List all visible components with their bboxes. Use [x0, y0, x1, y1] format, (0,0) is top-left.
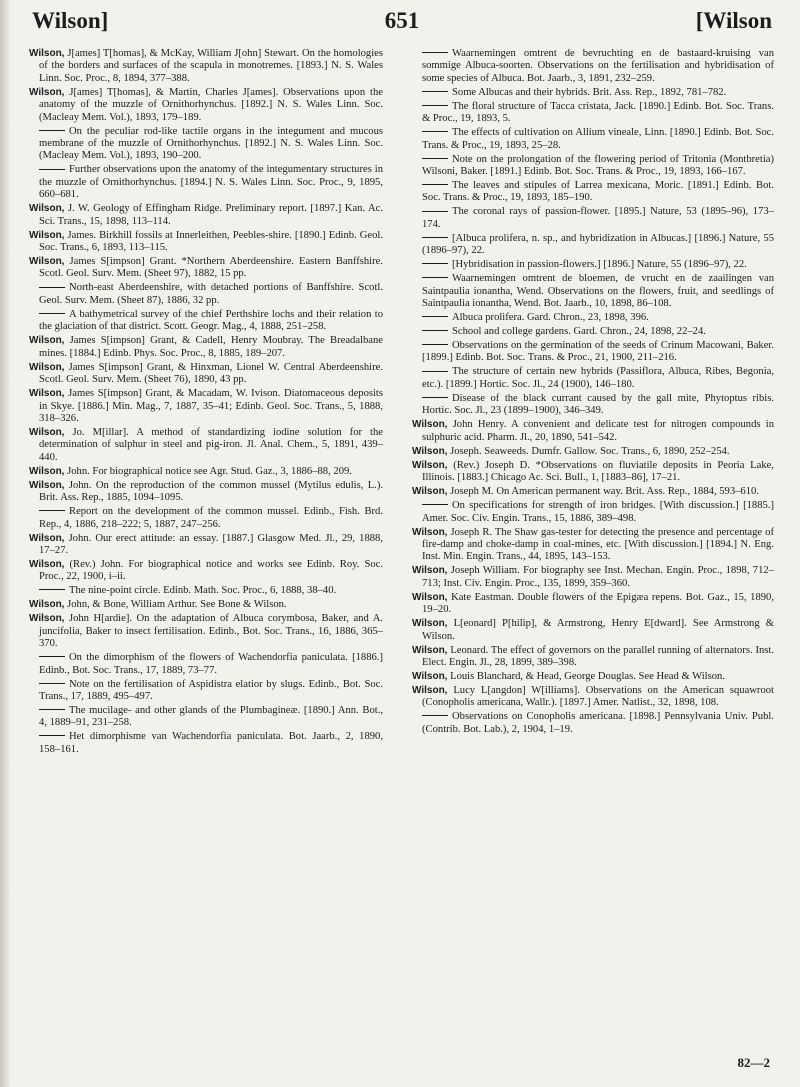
ditto-dash [422, 105, 448, 106]
entry-text: Note on the prolongation of the flowering period of Tritonia (Montbretia) Wilsoni, Baker. [1891.] Edinb. Bot. Soc. Trans. & Proc., 19, 1893, 166–167. [422, 153, 774, 178]
bibliography-entry [412, 233, 774, 258]
bibliography-entry [412, 180, 774, 205]
bibliography-entry [29, 164, 383, 201]
entry-text: Waarnemingen omtrent de bloemen, de vrucht en de zaailingen van Saintpaulia ionantha, Wend. Observations on the flowers, fruit, and seedlings of Saintpaulia ionantha, Wend. Bot. Jaarb., 10, 1898, 86–108. [422, 273, 774, 310]
author-surname: Wilson, [412, 618, 448, 630]
bibliography-entry [412, 87, 774, 99]
entry-text: The nine-point circle. Edinb. Math. Soc. Proc., 6, 1888, 38–40. [69, 585, 337, 597]
author-surname: Wilson, [412, 459, 448, 471]
author-surname: Wilson, [412, 486, 448, 498]
ditto-dash [39, 169, 65, 170]
bibliography-entry [29, 126, 383, 163]
ditto-dash [422, 344, 448, 345]
entry-text: John, & Bone, William Arthur. See Bone & Wilson. [64, 599, 287, 611]
entry-text: John. On the reproduction of the common mussel (Mytilus edulis, L.). Brit. Ass. Rep., 1885, 1094–1095. [39, 479, 383, 504]
ditto-dash [422, 371, 448, 372]
ditto-dash [422, 504, 448, 505]
bibliography-entry [29, 652, 383, 677]
entry-text: J. W. Geology of Effingham Ridge. Preliminary report. [1897.] Kan. Ac. Sci. Trans., 15, 1898, 113–114. [39, 203, 383, 227]
author-surname: Wilson, [29, 388, 65, 400]
entry-text: John H[ardie]. On the adaptation of Albuca corymbosa, Baker, and A. juncifolia, Baker to insect fertilisation. Edinb., Bot. Soc. Trans., 16, 1886, 365–370. [39, 613, 383, 650]
bibliography-entry [412, 618, 774, 643]
bibliography-entry [29, 362, 383, 387]
bibliography-entry [412, 259, 774, 271]
page-number: 651 [384, 8, 420, 33]
entry-text: School and college gardens. Gard. Chron., 24, 1898, 22–24. [452, 326, 706, 338]
ditto-dash [422, 715, 448, 716]
ditto-dash [422, 316, 448, 317]
entry-text: (Rev.) John. For biographical notice and works see Edinb. Roy. Soc. Proc., 22, 1900, i–ii. [39, 558, 383, 583]
entry-text: Joseph William. For biography see Inst. Mechan. Engin. Proc., 1898, 712–713; Inst. Civ. Engin. Proc., 135, 1899, 359–360. [422, 565, 774, 589]
signature-mark: 82—2 [737, 1055, 770, 1070]
ditto-dash [39, 313, 65, 314]
ditto-dash [422, 91, 448, 92]
author-surname: Wilson, [412, 684, 448, 696]
author-surname: Wilson, [412, 565, 448, 577]
entry-text: Louis Blanchard, & Head, George Douglas. See Head & Wilson. [447, 670, 725, 682]
ditto-dash [422, 211, 448, 212]
ditto-dash [39, 683, 65, 684]
entry-text: [Albuca prolifera, n. sp., and hybridization in Albucas.] [1896.] Nature, 55 (1896–97), 22. [422, 232, 774, 257]
author-surname: Wilson, [29, 465, 65, 477]
right-column [412, 48, 774, 738]
bibliography-entry [29, 427, 383, 464]
bibliography-entry [412, 101, 774, 126]
bibliography-entry [412, 645, 774, 670]
entry-text: James S[impson] Grant. *Northern Aberdeenshire. Eastern Banffshire. Scotl. Geol. Surv. Mem. (Sheet 97), 1882, 15 pp. [39, 256, 383, 280]
entry-text: (Rev.) Joseph D. *Observations on fluviatile deposits in Peoria Lake, Illinois. [1883.] Chicago Ac. Sci. Bull., 1, [1883–86], 17–21. [422, 459, 774, 484]
ditto-dash [422, 277, 448, 278]
bibliography-entry [412, 711, 774, 736]
entry-text: Albuca prolifera. Gard. Chron., 23, 1898, 396. [452, 312, 649, 324]
entry-text: Joseph R. The Shaw gas-tester for detecting the presence and percentage of fire-damp and choke-damp in coal-mines, etc. [With discussion.] [1894.] N. Eng. Inst. Min. Engin. Trans., 44, 1895, 143–153. [422, 526, 774, 563]
author-surname: Wilson, [29, 426, 65, 438]
author-surname: Wilson, [29, 479, 65, 491]
ditto-dash [39, 510, 65, 511]
bibliography-entry [412, 273, 774, 310]
entry-text: Report on the development of the common mussel. Edinb., Fish. Brd. Rep., 4, 1886, 218–222; 5, 1887, 247–256. [39, 506, 383, 530]
left-column [29, 48, 383, 758]
bibliography-entry [412, 419, 774, 444]
bibliography-entry [29, 679, 383, 704]
entry-text: Lucy L[angdon] W[illiams]. Observations on the American squawroot (Conopholis americana, Wallr.). [1897.] Amer. Natlist., 32, 1898, 108. [422, 684, 774, 709]
ditto-dash [39, 589, 65, 590]
bibliography-entry [412, 48, 774, 85]
bibliography-entry [412, 671, 774, 683]
bibliography-entry [29, 466, 383, 478]
bibliography-entry [412, 326, 774, 338]
entry-text: The floral structure of Tacca cristata, Jack. [1890.] Edinb. Bot. Soc. Trans. & Proc., 19, 1893, 5. [422, 100, 774, 125]
bibliography-entry [412, 500, 774, 525]
bibliography-entry [412, 366, 774, 391]
entry-text: Further observations upon the anatomy of the integumentary structures in the muzzle of Ornithorhynchus. [1894.] N. S. Wales Linn. Soc. Proc., 9, 1895, 660–681. [39, 164, 383, 201]
ditto-dash [422, 237, 448, 238]
bibliography-entry [412, 127, 774, 152]
ditto-dash [39, 709, 65, 710]
bibliography-entry [412, 206, 774, 231]
ditto-dash [422, 158, 448, 159]
ditto-dash [422, 184, 448, 185]
author-surname: Wilson, [29, 256, 65, 268]
bibliography-entry [29, 585, 383, 597]
entry-text: James S[impson] Grant, & Hinxman, Lionel W. Central Aberdeenshire. Scotl. Geol. Surv. Mem. (Sheet 76), 1890, 43 pp. [39, 361, 383, 386]
author-surname: Wilson, [29, 558, 65, 570]
bibliography-entry [29, 388, 383, 425]
bibliography-entry [29, 256, 383, 281]
bibliography-entry [412, 312, 774, 324]
entry-text: Jo. M[illar]. A method of standardizing iodine solution for the determination of sulphur in steel and pig-iron. Jl. Anal. Chem., 5, 1891, 439–440. [39, 426, 383, 463]
bibliography-entry [412, 592, 774, 617]
ditto-dash [39, 287, 65, 288]
bibliography-entry [412, 460, 774, 485]
author-surname: Wilson, [412, 526, 448, 538]
ditto-dash [39, 735, 65, 736]
bibliography-entry [29, 480, 383, 505]
author-surname: Wilson, [412, 419, 448, 431]
bibliography-entry [412, 446, 774, 458]
author-surname: Wilson, [412, 670, 448, 682]
ditto-dash [422, 131, 448, 132]
entry-text: L[eonard] P[hilip], & Armstrong, Henry E[dward]. See Armstrong & Wilson. [422, 618, 774, 642]
bibliography-entry [412, 340, 774, 365]
entry-text: The leaves and stipules of Larrea mexicana, Moric. [1891.] Edinb. Bot. Soc. Trans. & Proc., 19, 1893, 185–190. [422, 180, 774, 204]
author-surname: Wilson, [29, 48, 65, 59]
bibliography-entry [29, 282, 383, 307]
bibliography-entry [29, 203, 383, 228]
entry-text: The coronal rays of passion-flower. [1895.] Nature, 53 (1895–96), 173–174. [422, 206, 774, 230]
bibliography-entry [29, 731, 383, 756]
entry-text: The effects of cultivation on Allium vineale, Linn. [1890.] Edinb. Bot. Soc. Trans. & Proc., 19, 1893, 25–28. [422, 127, 774, 151]
running-header [32, 8, 772, 38]
ditto-dash [422, 397, 448, 398]
bibliography-entry [412, 154, 774, 179]
bibliography-entry [29, 48, 383, 85]
author-surname: Wilson, [412, 445, 448, 457]
bibliography-entry [412, 486, 774, 498]
author-surname: Wilson, [29, 613, 65, 625]
entry-text: Disease of the black currant caused by the gall mite, Phytoptus ribis. Hortic. Soc. Jl., 23 (1899–1900), 346–349. [422, 392, 774, 417]
bibliography-entry [412, 565, 774, 590]
entry-text: The structure of certain new hybrids (Passiflora, Albuca, Ribes, Begonia, etc.). [1899.] Hortic. Soc. Jl., 24 (1900), 146–180. [422, 366, 774, 390]
bibliography-entry [29, 309, 383, 334]
book-spine-shadow [0, 0, 10, 1087]
author-surname: Wilson, [29, 532, 65, 544]
bibliography-entry [29, 335, 383, 360]
entry-text: James. Birkhill fossils at Innerleithen, Peebles-shire. [1890.] Edinb. Geol. Soc. Trans., 6, 1893, 113–115. [39, 229, 383, 254]
bibliography-entry [412, 685, 774, 710]
entry-text: [Hybridisation in passion-flowers.] [1896.] Nature, 55 (1896–97), 22. [452, 259, 747, 271]
ditto-dash [422, 52, 448, 53]
author-surname: Wilson, [29, 599, 65, 611]
entry-text: James S[impson] Grant, & Macadam, W. Ivison. Diatomaceous deposits in Skye. [1886.] Min. Mag., 7, 1887, 35–41; Edinb. Geol. Soc. Trans., 5, 1888, 318–326. [39, 388, 383, 424]
entry-text: J[ames] T[homas], & Martin, Charles J[ames]. Observations upon the anatomy of the muzzle of Ornithorhynchus. [1892.] N. S. Wales Linn. Soc. (Macleay Mem. Vol.), 1893, 179–189. [39, 86, 383, 123]
entry-text: Joseph M. On American permanent way. Brit. Ass. Rep., 1884, 593–610. [447, 486, 759, 498]
entry-text: North-east Aberdeenshire, with detached portions of Banffshire. Scotl. Geol. Surv. Mem. (Sheet 87), 1886, 32 pp. [39, 282, 383, 306]
author-surname: Wilson, [29, 361, 65, 373]
author-surname: Wilson, [29, 86, 65, 98]
bibliography-entry [29, 559, 383, 584]
bibliography-entry [29, 87, 383, 124]
entry-text: J[ames] T[homas], & McKay, William J[ohn] Stewart. On the homologies of the borders and surfaces of the scapula in monotremes. [1893.] N. S. Wales Linn. Soc. Proc., 8, 1894, 377–388. [39, 48, 383, 84]
entry-text: Kate Eastman. Double flowers of the Epigæa repens. Bot. Gaz., 15, 1890, 19–20. [422, 591, 774, 616]
entry-text: Observations on the germination of the seeds of Crinum Macowani, Baker. [1899.] Edinb. Bot. Soc. Trans. & Proc., 21, 1900, 211–216. [422, 340, 774, 364]
author-surname: Wilson, [29, 335, 65, 347]
entry-text: On the peculiar rod-like tactile organs in the integument and mucous membrane of the muzzle of Ornithorhynchus. [1892.] N. S. Wales Linn. Soc. (Macleay Mem. Vol.), 1893, 190–200. [39, 125, 383, 162]
bibliography-entry [29, 533, 383, 558]
entry-text: Joseph. Seaweeds. Dumfr. Gallow. Soc. Trans., 6, 1890, 252–254. [447, 445, 730, 457]
entry-text: Observations on Conopholis americana. [1898.] Pennsylvania Univ. Publ. (Contrib. Bot. Lab.), 2, 1904, 1–19. [422, 711, 774, 735]
entry-text: John. Our erect attitude: an essay. [1887.] Glasgow Med. Jl., 29, 1888, 17–27. [39, 532, 383, 556]
entry-text: Some Albucas and their hybrids. Brit. Ass. Rep., 1892, 781–782. [452, 86, 727, 98]
bibliography-entry [412, 393, 774, 418]
entry-text: A bathymetrical survey of the chief Perthshire lochs and their relation to the glaciation of that district. Scott. Geogr. Mag., 4, 1888, 251–258. [39, 308, 383, 333]
bibliography-entry [29, 599, 383, 611]
entry-text: On specifications for strength of iron bridges. [With discussion.] [1885.] Amer. Soc. Civ. Engin. Trans., 15, 1886, 389–498. [422, 500, 774, 524]
entry-text: Waarnemingen omtrent de bevruchting en de bastaard-kruising van sommige Albuca-soorten. Observations on the fertilisation and hybridisation of some species of Albuca. Bot. Jaarb., 3, 1891, 232–259. [422, 48, 774, 84]
ditto-dash [39, 656, 65, 657]
header-left-word: Wilson] [32, 8, 109, 33]
ditto-dash [39, 130, 65, 131]
entry-text: John. For biographical notice see Agr. Stud. Gaz., 3, 1886–88, 209. [64, 465, 352, 477]
bibliography-entry [29, 613, 383, 650]
entry-text: James S[impson] Grant, & Cadell, Henry Moubray. The Breadalbane mines. [1884.] Edinb. Phys. Soc. Proc., 8, 1885, 189–207. [39, 335, 383, 359]
bibliography-entry [29, 230, 383, 255]
author-surname: Wilson, [29, 229, 65, 241]
entry-text: Note on the fertilisation of Aspidistra elatior by slugs. Edinb., Bot. Soc. Trans., 17, 1889, 495–497. [39, 678, 383, 702]
ditto-dash [422, 330, 448, 331]
author-surname: Wilson, [29, 203, 65, 215]
entry-text: Het dimorphisme van Wachendorfia paniculata. Bot. Jaarb., 2, 1890, 158–161. [39, 731, 383, 755]
entry-text: John Henry. A convenient and delicate test for nitrogen compounds in sulphuric acid. Pharm. Jl., 20, 1890, 541–542. [422, 419, 774, 443]
author-surname: Wilson, [412, 644, 448, 656]
author-surname: Wilson, [412, 591, 448, 603]
bibliography-entry [29, 705, 383, 730]
header-right-word: [Wilson [695, 8, 772, 33]
bibliography-entry [412, 527, 774, 564]
entry-text: The mucilage- and other glands of the Plumbagineæ. [1890.] Ann. Bot., 4, 1889–91, 231–258. [39, 704, 383, 729]
ditto-dash [422, 263, 448, 264]
entry-text: Leonard. The effect of governors on the parallel running of alternators. Inst. Elect. Engin. Jl., 28, 1899, 389–398. [422, 644, 774, 668]
bibliography-entry [29, 506, 383, 531]
entry-text: On the dimorphism of the flowers of Wachendorfia paniculata. [1886.] Edinb., Bot. Soc. Trans., 17, 1889, 73–77. [39, 652, 383, 676]
